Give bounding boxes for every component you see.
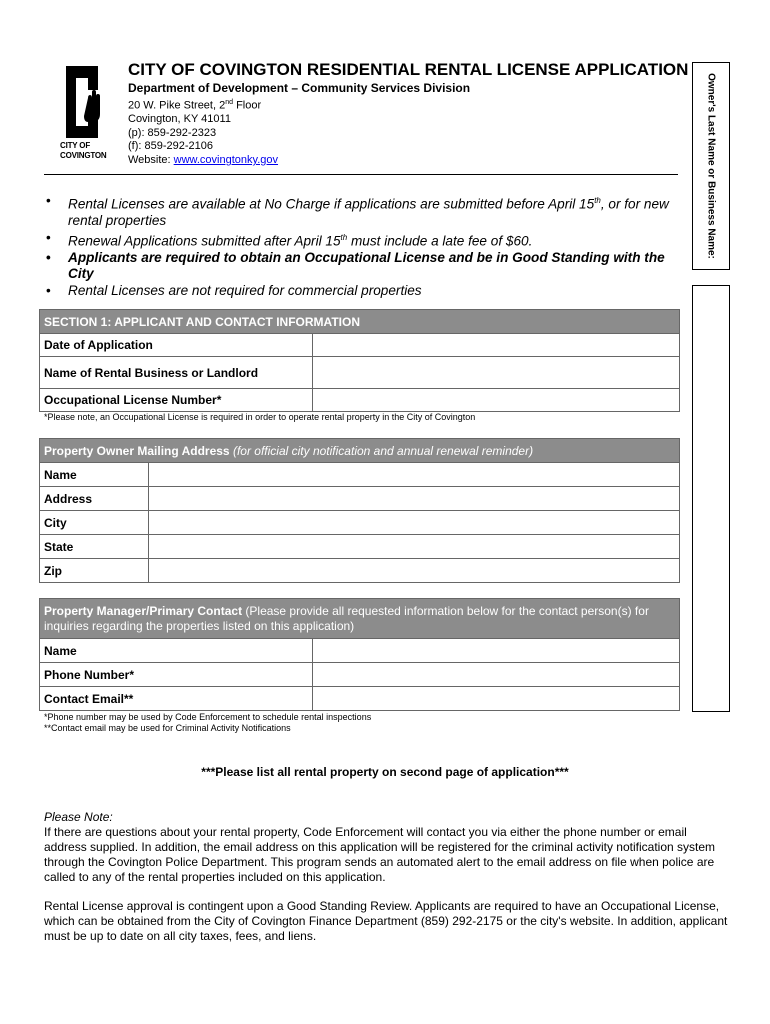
owner-state-input[interactable] bbox=[149, 535, 680, 559]
note-paragraph-1: If there are questions about your rental property, Code Enforcement will contact you via either the phone number or email address supplied. In addition, the email address on this application will be registered for the criminal activity notification system through the Covington Police Department. This program sends an automated alert to the email address on file when police are called to any of the rental properties included on this application. bbox=[44, 825, 716, 884]
date-input[interactable] bbox=[313, 334, 680, 357]
page-title: CITY OF COVINGTON RESIDENTIAL RENTAL LICENSE APPLICATION bbox=[128, 60, 689, 79]
logo-line1: CITY OF bbox=[60, 141, 91, 150]
manager-email-input[interactable] bbox=[313, 687, 680, 711]
owner-city-input[interactable] bbox=[149, 511, 680, 535]
field-label: Date of Application bbox=[40, 334, 313, 357]
logo-wordmark bbox=[60, 141, 107, 161]
field-label: Name bbox=[40, 639, 313, 663]
section1-table bbox=[39, 309, 680, 412]
section1-note: *Please note, an Occupational License is required in order to operate rental property in the City of Covington bbox=[44, 412, 476, 422]
bullet-item: • Applicants are required to obtain an Occupational License and be in Good Standing with the City bbox=[44, 250, 684, 283]
bullet-item: • Rental Licenses are available at No Charge if applications are submitted before April 15th, or for new rental properties bbox=[44, 193, 684, 230]
side-label: Owner's Last Name or Business Name: bbox=[705, 73, 717, 259]
field-label: Contact Email** bbox=[40, 687, 313, 711]
department: Department of Development – Community Services Division bbox=[128, 81, 471, 95]
manager-table bbox=[39, 598, 680, 711]
city-line: Covington, KY 41011 bbox=[128, 113, 231, 126]
field-label: Name bbox=[40, 463, 149, 487]
field-label: Address bbox=[40, 487, 149, 511]
manager-name-input[interactable] bbox=[313, 639, 680, 663]
license-number-input[interactable] bbox=[313, 389, 680, 412]
owner-address-input[interactable] bbox=[149, 487, 680, 511]
phone-note: *Phone number may be used by Code Enforcement to schedule rental inspections bbox=[44, 712, 372, 722]
field-label: City bbox=[40, 511, 149, 535]
fax: (f): 859-292-2106 bbox=[128, 140, 213, 153]
field-label: Phone Number* bbox=[40, 663, 313, 687]
manager-notes bbox=[44, 712, 371, 734]
website-line: Website: www.covingtonky.gov bbox=[128, 154, 279, 167]
phone: (p): 859-292-2323 bbox=[128, 126, 217, 139]
note-paragraph-2: Rental License approval is contingent upon a Good Standing Review. Applicants are required to have an Occupational License, which can be obtained from the City of Covington Finance Department (859) 292-2175 or the city's website. In addition, applicant must be up to date on all city taxes, fees, and liens. bbox=[44, 899, 728, 943]
owner-name-input-box[interactable] bbox=[692, 285, 730, 712]
field-label: Occupational License Number* bbox=[40, 389, 313, 412]
manager-header: Property Manager/Primary Contact (Please provide all requested information below for the contact person(s) for inquiries regarding the properties listed on this application) bbox=[40, 599, 680, 639]
bullet-item: • Rental Licenses are not required for commercial properties bbox=[44, 283, 684, 300]
list-property-note: ***Please list all rental property on second page of application*** bbox=[201, 765, 569, 779]
field-label: State bbox=[40, 535, 149, 559]
info-bullets bbox=[44, 193, 684, 299]
email-note: **Contact email may be used for Criminal Activity Notifications bbox=[44, 723, 291, 733]
please-note-title: Please Note: bbox=[44, 810, 113, 824]
bullet-item: • Renewal Applications submitted after April 15th must include a late fee of $60. bbox=[44, 230, 684, 250]
website-link[interactable]: www.covingtonky.gov bbox=[173, 154, 279, 167]
address-block bbox=[128, 96, 278, 168]
business-name-input[interactable] bbox=[313, 357, 680, 389]
owner-header: Property Owner Mailing Address (for official city notification and annual renewal reminder) bbox=[40, 439, 680, 463]
owner-table bbox=[39, 438, 680, 583]
section1-header: SECTION 1: APPLICANT AND CONTACT INFORMATION bbox=[40, 310, 680, 334]
field-label: Zip bbox=[40, 559, 149, 583]
manager-phone-input[interactable] bbox=[313, 663, 680, 687]
owner-zip-input[interactable] bbox=[149, 559, 680, 583]
street: 20 W. Pike Street, 2nd Floor bbox=[128, 99, 262, 112]
header-divider bbox=[44, 174, 678, 175]
owner-name-side-box bbox=[692, 62, 730, 270]
logo-line2: COVINGTON bbox=[60, 151, 107, 160]
field-label: Name of Rental Business or Landlord bbox=[40, 357, 313, 389]
owner-name-input[interactable] bbox=[149, 463, 680, 487]
